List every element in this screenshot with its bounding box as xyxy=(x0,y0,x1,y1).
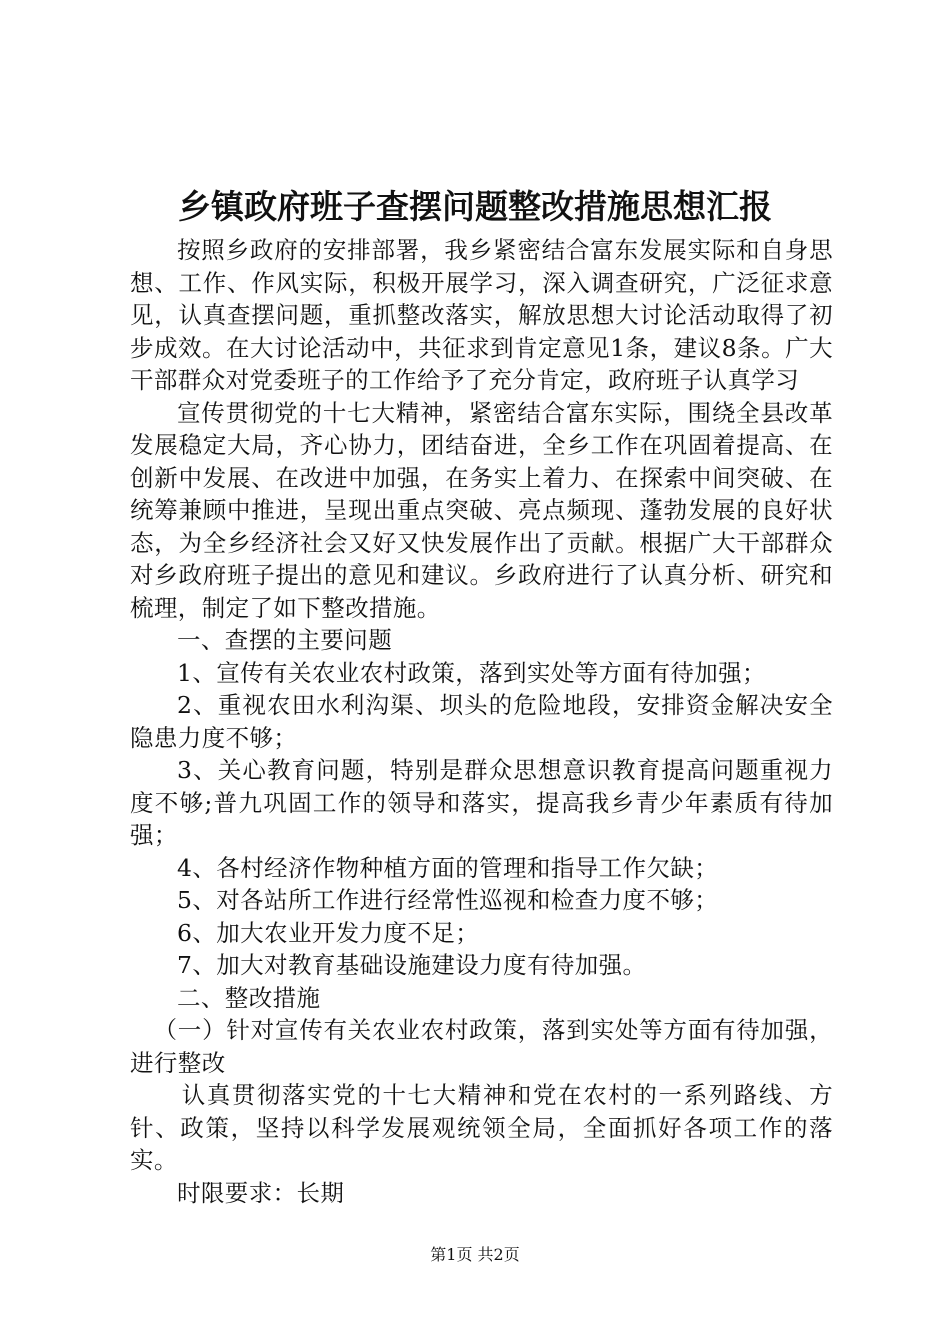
problem-item-6: 6、加大农业开发力度不足； xyxy=(177,918,480,947)
section-heading-measures: 二、整改措施 xyxy=(177,983,321,1012)
problem-item-5: 5、对各站所工作进行经常性巡视和检查力度不够； xyxy=(177,886,719,914)
document-title: 乡镇政府班子查摆问题整改措施思想汇报 xyxy=(178,187,772,226)
problem-item-4: 4、各村经济作物种植方面的管理和指导工作欠缺； xyxy=(177,853,719,882)
problem-item-2: 2、重视农田水利沟渠、坝头的危险地段，安排资金解决安全隐患力度不够； xyxy=(130,691,833,752)
paragraph-intro: 按照乡政府的安排部署，我乡紧密结合富东发展实际和自身思想、工作、作风实际，积极开展学习，深入调查研究，广泛征求意见，认真查摆问题，重抓整改落实，解放思想大讨论活动取得了初步成效。在大讨论活动中，共征求到肯定意见1条，建议8条。广大干部群众对党委班子的工作给予了充分肯定，政府班子认真学习 xyxy=(130,236,833,394)
section-heading-problems: 一、查摆的主要问题 xyxy=(177,626,393,654)
paragraph-propaganda: 宣传贯彻党的十七大精神，紧密结合富东实际，围绕全县改革发展稳定大局，齐心协力，团结奋进，全乡工作在巩固着提高、在创新中发展、在改进中加强，在务实上着力、在探索中间突破、在统筹兼顾中推进，呈现出重点突破、亮点频现、蓬勃发展的良好状态，为全乡经济社会又好又快发展作出了贡献。根据广大干部群众对乡政府班子提出的意见和建议。乡政府进行了认真分析、研究和梳理，制定了如下整改措施。 xyxy=(130,398,833,622)
problem-item-7: 7、加大对教育基础设施建设力度有待加强。 xyxy=(177,951,647,979)
measure-paragraph-1: 认真贯彻落实党的十七大精神和党在农村的一系列路线、方针、政策，坚持以科学发展观统领全局，全面抓好各项工作的落实。 xyxy=(130,1081,833,1174)
problem-item-1: 1、宣传有关农业农村政策，落到实处等方面有待加强； xyxy=(177,658,766,687)
document-body xyxy=(130,234,833,1209)
measure-subheading-1: （一）针对宣传有关农业农村政策，落到实处等方面有待加强，进行整改 xyxy=(130,1016,833,1077)
time-requirement: 时限要求：长期 xyxy=(177,1178,345,1207)
problem-item-3: 3、关心教育问题，特别是群众思想意识教育提高问题重视力度不够;普九巩固工作的领导和落实，提高我乡青少年素质有待加强； xyxy=(130,756,833,849)
page-footer: 第1页 共2页 xyxy=(430,1245,520,1264)
